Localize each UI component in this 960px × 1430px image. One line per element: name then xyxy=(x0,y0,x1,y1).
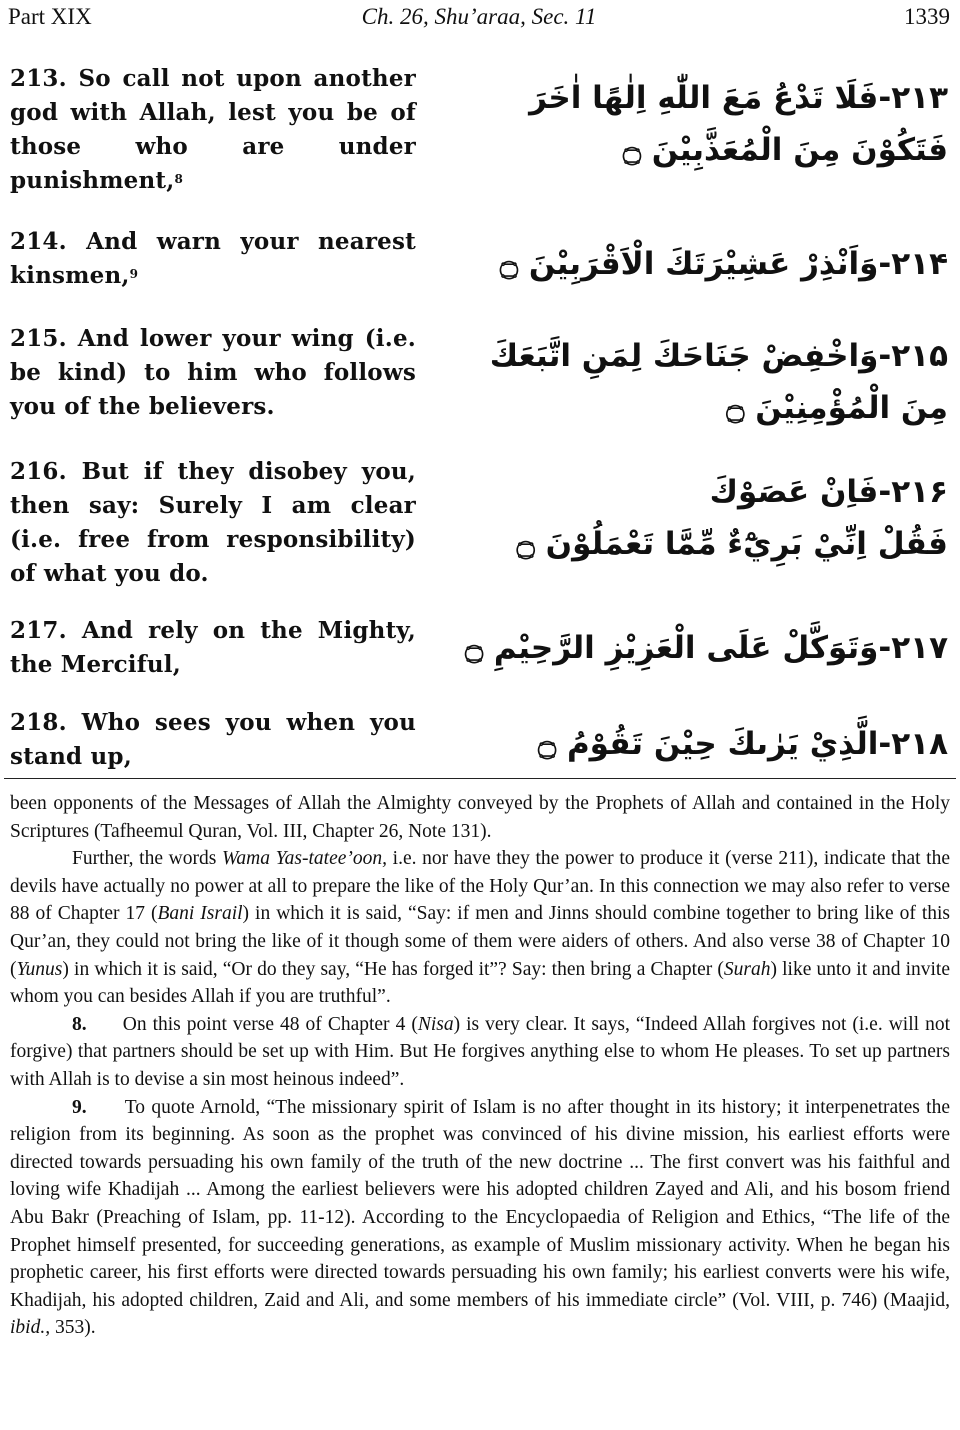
footnote-paragraph: Further, the words Wama Yas-tatee’oon, i.e. nor have they the power to produce it (verse 211), indicate that the devils have actually no power at all to prepare the like of the Holy Qur’an. In this connection we may also refer to verse 88 of Chapter 17 (Bani Israil) in which it is said, “Say: if men and Jinns should combine together to bring like of this Qur’an, they could not bring the like of it though some of them were aiders of others. And also verse 38 of Chapter 10 (Yunus) in which it is said, “Or do they say, “He has forged it”? Say: then bring a Chapter (Surah) like unto it and invite whom you can besides Allah if you are truthful”. xyxy=(10,848,951,1008)
verse-215-arabic: ۲۱۵-وَاخْفِضْ جَنَاحَكَ لِمَنِ اتَّبَعَكَ مِنَ الْمُؤْمِنِيْنَ ۝ xyxy=(489,338,948,426)
footnote-ref-8: 8 xyxy=(174,172,184,186)
footnote-continuation: been opponents of the Messages of Allah the Almighty conveyed by the Prophets of Allah and contained in the Holy Scriptures (Tafheemul Quran, Vol. III, Chapter 26, Note 131). xyxy=(10,793,950,842)
footnote-divider xyxy=(4,778,956,779)
verse-218-translation: 218. Who sees you when you stand up, xyxy=(10,709,416,770)
verse-216-arabic: ۲۱۶-فَاِنْ عَصَوْكَ فَقُلْ اِنِّيْ بَرِيْٓءٌ مِّمَّا تَعْمَلُوْنَ ۝ xyxy=(516,474,948,562)
verse-216-translation: 216. But if they disobey you, then say: Surely I am clear (i.e. free from responsibility) of what you do. xyxy=(10,458,416,587)
chapter-section-label: Ch. 26, Shu’araa, Sec. 11 xyxy=(361,4,597,29)
page-number: 1339 xyxy=(904,4,950,29)
footnote-ref-9: 9 xyxy=(129,267,139,281)
part-label: Part XIX xyxy=(8,4,92,29)
verse-214-arabic: ۲۱۴-وَاَنْذِرْ عَشِيْرَتَكَ الْاَقْرَبِيْنَ ۝ xyxy=(499,246,948,282)
verse-214-translation: 214. And warn your nearest kinsmen,$^9$ xyxy=(10,228,416,289)
verse-218-arabic: ۲۱۸-الَّذِيْ يَرٰىكَ حِيْنَ تَقُوْمُ ۝ xyxy=(538,726,948,762)
footnote-9-number: 9. xyxy=(72,1096,87,1118)
verse-213-arabic: ۲۱۳-فَلَا تَدْعُ مَعَ اللّٰهِ اِلٰهًا اٰخَرَ فَتَكُوْنَ مِنَ الْمُعَذَّبِيْنَ ۝ xyxy=(529,80,948,168)
verse-217-arabic: ۲۱۷-وَتَوَكَّلْ عَلَى الْعَزِيْزِ الرَّحِيْمِ ۝ xyxy=(464,630,948,666)
verse-215-translation: 215. And lower your wing (i.e. be kind) to him who follows you of the believers. xyxy=(10,325,416,420)
verse-213-translation: 213. So call not upon another god with Allah, lest you be of those who are under punishment,$^8$ xyxy=(10,65,416,194)
footnotes xyxy=(10,790,950,1342)
verse-217-translation: 217. And rely on the Mighty, the Merciful, xyxy=(10,617,416,678)
footnote-9: 9. To quote Arnold, “The missionary spirit of Islam is no after thought in its history; it interpenetrates the religion from its beginning. As soon as the prophet was convinced of his divine mission, his earliest efforts were directed towards persuading his own family of the truth of the new doctrine ... The first convert was his faithful and loving wife Khadijah ... Among the earliest believers were his adopted children Zayed and Ali, and his bosom friend Abu Bakr (Preaching of Islam, pp. 11-12). According to the Encyclopaedia of Religion and Ethics, “The life of the Prophet himself presented, for succeeding generations, as example of Muslim missionary activity. When he began his prophetic career, his first efforts were directed towards persuading his own family; his earliest converts were his wife, Khadijah, his adopted children, Zaid and Ali, and some members of his immediate circle” (Vol. VIII, p. 746) (Maajid, ibid., 353). xyxy=(10,1096,950,1339)
footnote-8: 8. On this point verse 48 of Chapter 4 (Nisa) is very clear. It says, “Indeed Allah forgives not (i.e. will not forgive) that partners should be set up with Him. But He forgives anything else to whom He pleases. To set up partners with Allah is to devise a sin most heinous indeed”. xyxy=(10,1013,950,1090)
page-header xyxy=(8,4,950,32)
footnote-8-number: 8. xyxy=(72,1013,87,1035)
